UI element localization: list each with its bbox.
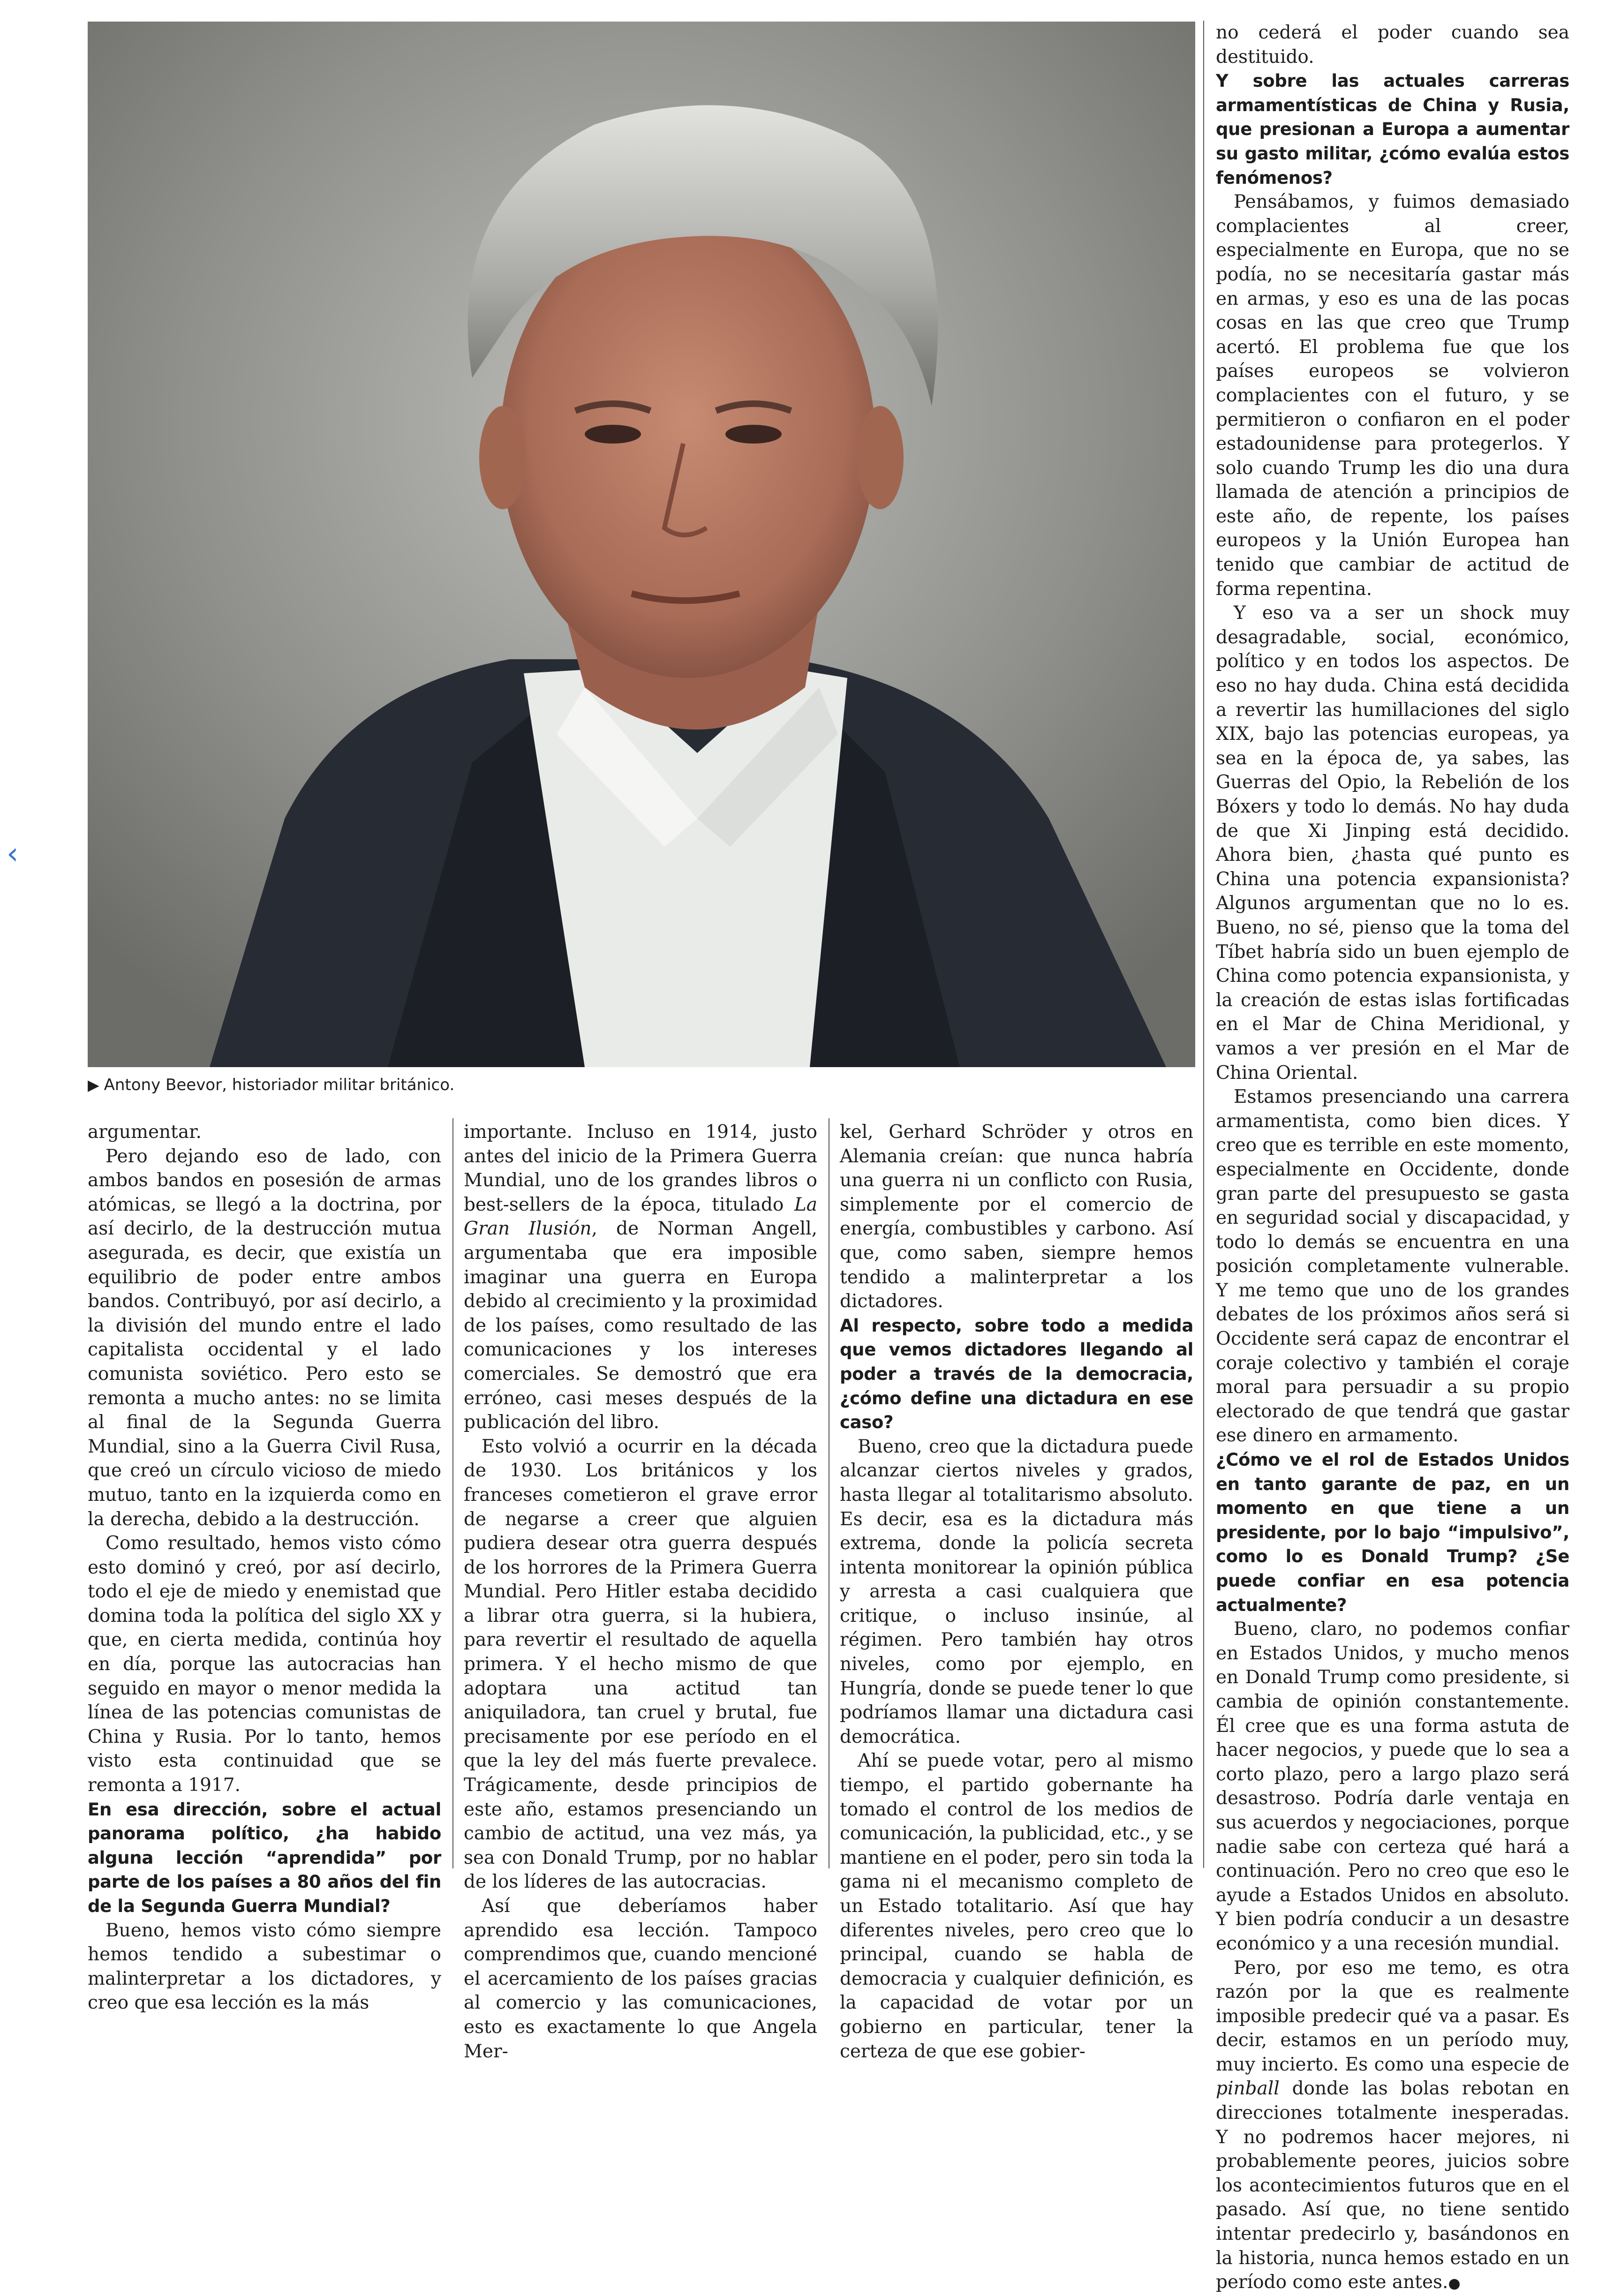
paragraph: Y eso va a ser un shock muy desagradable, social, económico, político y en todos los aspectos. De eso no hay duda. China está decidida a revertir las humillaciones del siglo XIX, bajo las potencias europeas, ya sea en la época de, ya sabes, las Guerras del Opio, la Rebelión de los Bóxers y todo lo demás. No hay duda de que Xi Jinping está decidido. Ahora bien, ¿hasta qué punto es China una potencia expansionista? Algunos argumentan que no lo es. Bueno, no sé, pienso que la toma del Tíbet habría sido un buen ejemplo de China como potencia expansionista, y la creación de estas islas fortificadas en el Mar de China Meridional, y vamos a ver presión en el Mar de China Oriental. bbox=[1216, 602, 1569, 1084]
paragraph: Como resultado, hemos visto cómo esto dominó y creó, por así decirlo, todo el eje de miedo y enemistad que domina toda la política del siglo XX y que, en cierta medida, continúa hoy en día, porque las autocracias han seguido en mayor o menor medida la línea de las potencias comunistas de China y Rusia. Por lo tanto, hemos visto esta continuidad que se remonta a 1917. bbox=[88, 1533, 441, 1796]
paragraph: Pensábamos, y fuimos demasiado complacientes al creer, especialmente en Europa, que no se podía, no se necesitaría gastar más en armas, y eso es una de las pocas cosas en las que creo que Trump acertó. El problema fue que los países europeos se volvieron complacientes con el futuro, y se permitieron o confiaron en el poder estadounidense para protegerlos. Y solo cuando Trump les dio una dura llamada de atención a principios de este año, de repente, los países europeos y la Unión Europea han tenido que cambiar de actitud de forma repentina. bbox=[1216, 191, 1569, 600]
portrait-photo bbox=[88, 22, 1195, 1067]
article-column-1 bbox=[88, 1120, 441, 2015]
caption-triangle-icon: ▶ bbox=[88, 1076, 99, 1094]
paragraph: Bueno, hemos visto cómo siempre hemos tendido a subestimar o malinterpretar a los dictadores, y creo que esa lección es la más bbox=[88, 1920, 441, 2014]
interview-question: ¿Cómo ve el rol de Estados Unidos en tanto garante de paz, en un momento en que tiene a un presidente, por lo bajo “impulsivo”, como lo es Donald Trump? ¿Se puede confiar en esa potencia actualmente? bbox=[1216, 1450, 1569, 1615]
paragraph: Pero dejando eso de lado, con ambos bandos en posesión de armas atómicas, se llegó a la doctrina, por así decirlo, de la destrucción mutua asegurada, es decir, que existía un equilibrio de poder entre ambos bandos. Contribuyó, por así decirlo, a la división del mundo entre el lado capitalista occidental y el lado comunista soviético. Pero esto se remonta a mucho antes: no se limita al final de la Segunda Guerra Mundial, sino a la Guerra Civil Rusa, que creó un círculo vicioso de miedo mutuo, tanto en la izquierda como en la derecha, debido a la destrucción. bbox=[88, 1145, 441, 1530]
end-of-article-icon: ● bbox=[1448, 2275, 1461, 2292]
article-column-4 bbox=[1216, 21, 1569, 2296]
portrait-illustration bbox=[88, 22, 1195, 1067]
paragraph: Estamos presenciando una carrera armamentista, como bien dices. Y creo que es terrible en este momento, especialmente en Occidente, donde gran parte del presupuesto se gasta en seguridad social y discapacidad, y todo lo demás se encuentra en una posición completamente vulnerable. Y me temo que uno de los grandes debates de los próximos años será si Occidente será capaz de encontrar el coraje colectivo y también el coraje moral para persuadir a su propio electorado de que tendrá que gastar ese dinero en armamento. bbox=[1216, 1086, 1569, 1446]
paragraph: Esto volvió a ocurrir en la década de 1930. Los británicos y los franceses cometieron el grave error de negarse a creer que alguien pudiera desear otra guerra después de los horrores de la Primera Guerra Mundial. Pero Hitler estaba decidido a librar otra guerra, si la hubiera, para revertir el resultado de aquella primera. Y el hecho mismo de que adoptara una actitud tan aniquiladora, tan cruel y brutal, fue precisamente por ese período en el que la ley del más fuerte prevalece. Trágicamente, desde principios de este año, estamos presenciando un cambio de actitud, una vez más, ya sea con Donald Trump, por no hablar de los líderes de las autocracias. bbox=[464, 1436, 817, 1893]
column-divider bbox=[1203, 21, 1204, 1868]
prev-page-chevron-icon[interactable]: ‹ bbox=[7, 836, 19, 871]
caption-text: Antony Beevor, historiador militar británico. bbox=[104, 1076, 455, 1094]
paragraph: Así que deberíamos haber aprendido esa lección. Tampoco comprendimos que, cuando mencioné el acercamiento de los países gracias al comercio y las comunicaciones, esto es exactamente lo que Angela Mer- bbox=[464, 1896, 817, 2062]
paragraph: Bueno, claro, no podemos confiar en Estados Unidos, y mucho menos en Donald Trump como presidente, si cambia de opinión constantemente. Él cree que es una forma astuta de hacer negocios, y puede que lo sea a corto plazo, pero a largo plazo será desastroso. Podría darle ventaja en sus acuerdos y negociaciones, porque nadie sabe con certeza qué hará a continuación. Pero no creo que eso le ayude a Estados Unidos en absoluto. Y bien podría conducir a un desastre económico y a una recesión mundial. bbox=[1216, 1618, 1569, 1954]
interview-question: En esa dirección, sobre el actual panorama político, ¿ha habido alguna lección “aprendida” por parte de los países a 80 años del fin de la Segunda Guerra Mundial? bbox=[88, 1799, 441, 1916]
italic-word: pinball bbox=[1216, 2078, 1280, 2100]
paragraph: Ahí se puede votar, pero al mismo tiempo, el partido gobernante ha tomado el control de los medios de comunicación, la publicidad, etc., y se mantiene en el poder, pero sin toda la gama ni el mecanismo completo de un Estado totalitario. Así que hay diferentes niveles, pero creo que lo principal, cuando se habla de democracia y cualquier definición, es la capacidad de votar por un gobierno en particular, tener la certeza de que ese gobier- bbox=[840, 1750, 1193, 2062]
column-divider bbox=[452, 1118, 453, 1868]
paragraph: Bueno, creo que la dictadura puede alcanzar ciertos niveles y grados, hasta llegar al totalitarismo absoluto. Es decir, esa es la dictadura más extrema, donde la policía secreta intenta monitorear la opinión pública y arresta a casi cualquiera que critique, o incluso insinúe, al régimen. Pero también hay otros niveles, como por ejemplo, en Hungría, donde se puede tener lo que podríamos llamar una dictadura casi democrática. bbox=[840, 1436, 1193, 1747]
paragraph: argumentar. bbox=[88, 1122, 202, 1143]
paragraph: kel, Gerhard Schröder y otros en Alemania creían: que nunca habría una guerra ni un conflicto con Rusia, simplemente por el comercio de energía, combustibles y carbono. Así que, como saben, siempre hemos tendido a malinterpretar a los dictadores. bbox=[840, 1122, 1193, 1312]
interview-question: Y sobre las actuales carreras armamentísticas de China y Rusia, que presionan a Europa a aumentar su gasto militar, ¿cómo evalúa estos fenómenos? bbox=[1216, 71, 1569, 188]
interview-question: Al respecto, sobre todo a medida que vemos dictadores llegando al poder a través de la democracia, ¿cómo define una dictadura en ese caso? bbox=[840, 1315, 1193, 1433]
photo-caption bbox=[88, 1074, 1195, 1096]
article-column-2 bbox=[464, 1120, 817, 2063]
book-title: La Gran Ilusión bbox=[464, 1194, 817, 1240]
paragraph: importante. Incluso en 1914, justo antes del inicio de la Primera Guerra Mundial, uno de los grandes libros o best-sellers de la época, titulado La Gran Ilusión, de Norman Angell, argumentaba que era imposible imaginar una guerra en Europa debido al crecimiento y la proximidad de los países, como resultado de las comunicaciones y los intereses comerciales. Se demostró que era erróneo, casi meses después de la publicación del libro. bbox=[464, 1122, 817, 1433]
article-column-3 bbox=[840, 1120, 1193, 2063]
paragraph: no cederá el poder cuando sea destituido. bbox=[1216, 22, 1569, 68]
paragraph: Pero, por eso me temo, es otra razón por la que es realmente imposible predecir qué va a pasar. Es decir, estamos en un período muy, muy incierto. Es como una especie de pinball donde las bolas rebotan en direcciones totalmente inesperadas. Y no podremos hacer mejores, ni probablemente peores, juicios sobre los acontecimientos futuros que en el pasado. Así que, no tiene sentido intentar predecirlo y, basándonos en la historia, nunca hemos estado en un período como este antes.● bbox=[1216, 1957, 1569, 2293]
